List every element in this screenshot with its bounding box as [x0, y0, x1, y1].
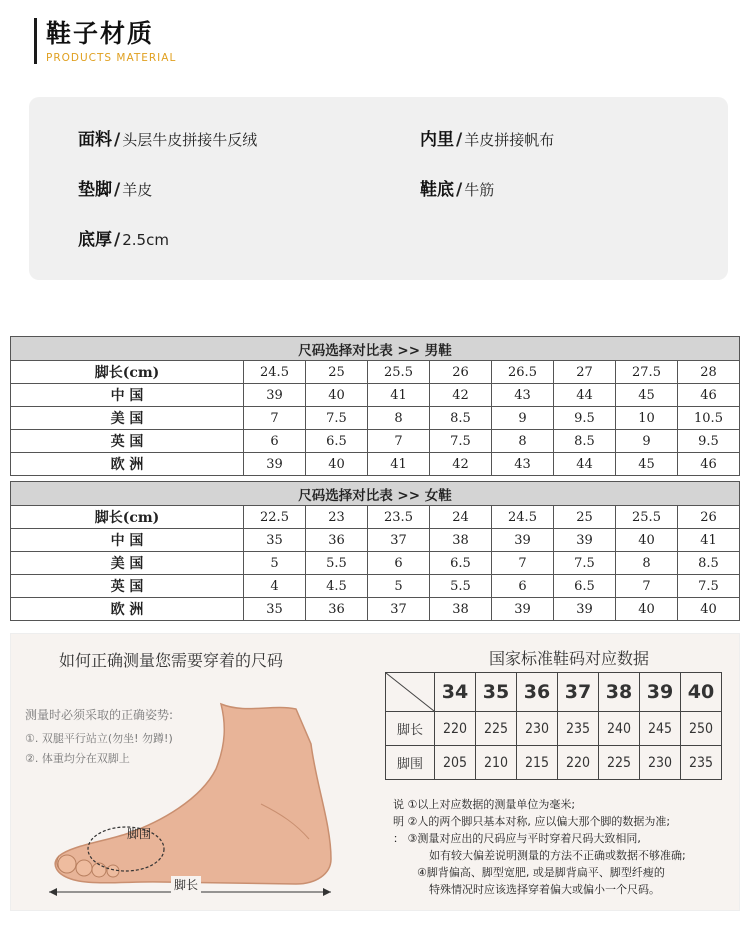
material-panel [29, 97, 728, 280]
table-cell: 39 [492, 598, 554, 621]
material-item-lining: 内里 / 羊皮拼接帆布 [420, 130, 555, 150]
size-header: 36 [517, 673, 558, 712]
table-cell: 6.5 [430, 552, 492, 575]
table-cell: 24.5 [244, 361, 306, 384]
national-table-title: 国家标准鞋码对应数据 [489, 649, 650, 668]
material-item-insole: 垫脚 / 羊皮 [78, 180, 153, 200]
table-cell: 5.5 [306, 552, 368, 575]
table-cell: 26 [678, 506, 740, 529]
table-cell: 9 [492, 407, 554, 430]
table-cell: 27 [554, 361, 616, 384]
table-cell: 240 [599, 712, 640, 746]
table-cell: 39 [244, 453, 306, 476]
row-label: 美 国 [11, 552, 244, 575]
table-caption: 尺码选择对比表 >> 女鞋 [11, 482, 740, 506]
table-cell: 210 [476, 746, 517, 780]
table-cell: 37 [368, 598, 430, 621]
note-line: ： ③测量对应出的尺码应与平时穿着尺码大致相同, [393, 832, 641, 845]
material-value: 牛筋 [464, 181, 495, 199]
table-cell: 37 [368, 529, 430, 552]
table-row [11, 529, 740, 552]
table-cell: 24.5 [492, 506, 554, 529]
posture-step: ②. 体重均分在双脚上 [25, 752, 130, 765]
table-cell: 40 [616, 529, 678, 552]
measure-title: 如何正确测量您需要穿着的尺码 [59, 651, 284, 670]
table-row [11, 361, 740, 384]
table-cell: 25 [306, 361, 368, 384]
table-cell: 8 [616, 552, 678, 575]
table-row [11, 453, 740, 476]
table-cell: 25.5 [368, 361, 430, 384]
table-cell: 7 [492, 552, 554, 575]
table-cell: 41 [678, 529, 740, 552]
size-header: 39 [640, 673, 681, 712]
table-cell: 36 [306, 529, 368, 552]
row-label: 美 国 [11, 407, 244, 430]
size-header: 35 [476, 673, 517, 712]
table-cell: 9.5 [554, 407, 616, 430]
table-cell: 235 [558, 712, 599, 746]
table-cell: 39 [554, 598, 616, 621]
row-label: 欧 洲 [11, 453, 244, 476]
table-cell: 45 [616, 453, 678, 476]
table-row [386, 673, 722, 712]
table-row [11, 575, 740, 598]
table-cell: 225 [476, 712, 517, 746]
table-cell: 40 [306, 453, 368, 476]
row-label: 脚长 [386, 712, 435, 746]
table-cell: 44 [554, 453, 616, 476]
note-line: 明 ②人的两个脚只基本对称, 应以偏大那个脚的数据为准; [393, 815, 671, 828]
table-row [386, 712, 722, 746]
table-cell: 235 [681, 746, 722, 780]
table-cell: 25.5 [616, 506, 678, 529]
womens-size-table [10, 481, 740, 621]
table-cell: 4 [244, 575, 306, 598]
row-label: 英 国 [11, 575, 244, 598]
table-cell: 225 [599, 746, 640, 780]
table-cell: 38 [430, 529, 492, 552]
table-cell: 250 [681, 712, 722, 746]
material-value: 羊皮拼接帆布 [464, 131, 555, 149]
table-cell: 10.5 [678, 407, 740, 430]
table-cell: 40 [306, 384, 368, 407]
table-cell: 4.5 [306, 575, 368, 598]
table-cell: 220 [435, 712, 476, 746]
table-cell: 5.5 [430, 575, 492, 598]
table-cell: 8 [492, 430, 554, 453]
table-cell: 9 [616, 430, 678, 453]
material-item-fabric: 面料 / 头层牛皮拼接牛反绒 [78, 130, 258, 150]
table-cell: 7 [368, 430, 430, 453]
material-value: 2.5cm [122, 231, 169, 249]
table-cell: 10 [616, 407, 678, 430]
table-cell: 6.5 [306, 430, 368, 453]
measure-notes [393, 796, 686, 898]
table-cell: 44 [554, 384, 616, 407]
material-key: 底厚 [78, 230, 112, 250]
table-row [11, 506, 740, 529]
posture-step: ①. 双腿平行站立(勿坐! 勿蹲!) [25, 732, 173, 745]
diagonal-header-cell [386, 673, 435, 712]
table-cell: 7.5 [306, 407, 368, 430]
row-label: 英 国 [11, 430, 244, 453]
table-cell: 23 [306, 506, 368, 529]
row-label: 欧 洲 [11, 598, 244, 621]
material-item-sole-thickness: 底厚 / 2.5cm [78, 230, 169, 250]
table-cell: 28 [678, 361, 740, 384]
table-cell: 7.5 [430, 430, 492, 453]
note-line: 说 ①以上对应数据的测量单位为毫米; [393, 798, 576, 811]
table-cell: 5 [244, 552, 306, 575]
table-cell: 27.5 [616, 361, 678, 384]
table-cell: 24 [430, 506, 492, 529]
table-cell: 6 [244, 430, 306, 453]
table-cell: 23.5 [368, 506, 430, 529]
measure-guide-panel [10, 633, 740, 911]
table-cell: 22.5 [244, 506, 306, 529]
national-size-table [385, 672, 722, 780]
table-cell: 7.5 [554, 552, 616, 575]
row-label: 脚围 [386, 746, 435, 780]
note-line: 如有较大偏差说明测量的方法不正确或数据不够准确; [429, 849, 686, 862]
size-header: 34 [435, 673, 476, 712]
table-cell: 26 [430, 361, 492, 384]
table-cell: 6 [492, 575, 554, 598]
note-line: ④脚背偏高、脚型宽肥, 或是脚背扁平、脚型纤瘦的 [417, 866, 665, 879]
material-value: 头层牛皮拼接牛反绒 [122, 131, 258, 149]
material-value: 羊皮 [122, 181, 153, 199]
material-key: 内里 [420, 130, 454, 150]
table-cell: 41 [368, 384, 430, 407]
table-cell: 36 [306, 598, 368, 621]
note-line: 特殊情况时应该选择穿着偏大或偏小一个尺码。 [429, 883, 660, 896]
material-key: 垫脚 [78, 180, 112, 200]
table-cell: 42 [430, 453, 492, 476]
table-cell: 35 [244, 529, 306, 552]
size-header: 38 [599, 673, 640, 712]
header-accent-bar [34, 18, 37, 64]
posture-heading: 测量时必须采取的正确姿势: [25, 708, 174, 722]
row-label: 中 国 [11, 529, 244, 552]
table-cell: 40 [678, 598, 740, 621]
table-row [11, 407, 740, 430]
row-label: 中 国 [11, 384, 244, 407]
table-cell: 46 [678, 453, 740, 476]
table-cell: 26.5 [492, 361, 554, 384]
table-cell: 205 [435, 746, 476, 780]
material-item-sole: 鞋底 / 牛筋 [420, 180, 495, 200]
table-cell: 42 [430, 384, 492, 407]
size-header: 40 [681, 673, 722, 712]
foot-length-label: 脚长 [171, 876, 201, 893]
table-cell: 8.5 [430, 407, 492, 430]
table-cell: 7.5 [678, 575, 740, 598]
table-cell: 46 [678, 384, 740, 407]
table-row [11, 552, 740, 575]
section-subtitle: PRODUCTS MATERIAL [46, 52, 177, 64]
table-cell: 6.5 [554, 575, 616, 598]
mens-size-table [10, 336, 740, 476]
table-cell: 8.5 [554, 430, 616, 453]
table-caption: 尺码选择对比表 >> 男鞋 [11, 337, 740, 361]
table-cell: 9.5 [678, 430, 740, 453]
table-cell: 39 [244, 384, 306, 407]
table-cell: 25 [554, 506, 616, 529]
table-row [11, 430, 740, 453]
table-cell: 7 [244, 407, 306, 430]
table-cell: 230 [640, 746, 681, 780]
table-cell: 39 [492, 529, 554, 552]
size-header: 37 [558, 673, 599, 712]
table-row [386, 746, 722, 780]
table-cell: 41 [368, 453, 430, 476]
table-cell: 43 [492, 453, 554, 476]
table-cell: 7 [616, 575, 678, 598]
material-key: 面料 [78, 130, 112, 150]
table-row [11, 598, 740, 621]
table-cell: 230 [517, 712, 558, 746]
table-cell: 40 [616, 598, 678, 621]
table-cell: 45 [616, 384, 678, 407]
table-cell: 43 [492, 384, 554, 407]
section-title: 鞋子材质 [46, 19, 155, 48]
table-cell: 35 [244, 598, 306, 621]
table-cell: 5 [368, 575, 430, 598]
row-label: 脚长(cm) [11, 506, 244, 529]
table-cell: 8 [368, 407, 430, 430]
table-row [11, 384, 740, 407]
table-cell: 39 [554, 529, 616, 552]
material-key: 鞋底 [420, 180, 454, 200]
table-cell: 8.5 [678, 552, 740, 575]
table-cell: 220 [558, 746, 599, 780]
table-cell: 245 [640, 712, 681, 746]
table-cell: 38 [430, 598, 492, 621]
table-cell: 215 [517, 746, 558, 780]
table-cell: 6 [368, 552, 430, 575]
row-label: 脚长(cm) [11, 361, 244, 384]
foot-girth-label: 脚围 [127, 827, 152, 841]
